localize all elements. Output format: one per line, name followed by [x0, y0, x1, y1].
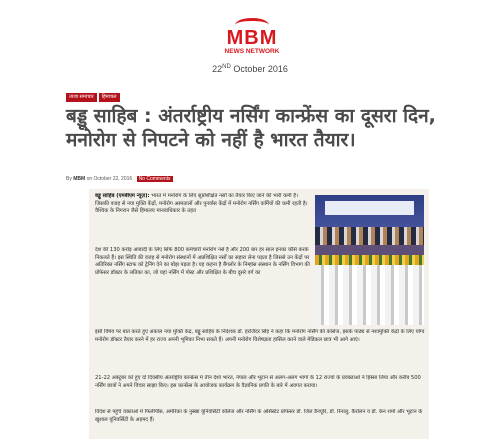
dateline: बड्डू साहिब (एमबीएम न्यूज़):: [95, 193, 150, 199]
byline: [66, 176, 173, 182]
byline-date: on October 22, 2016: [86, 176, 133, 182]
publication-date: [0, 64, 500, 74]
news-clipping-image: [89, 189, 429, 439]
logo-wordmark: MBM: [226, 27, 278, 49]
article-paragraph-1: [95, 193, 311, 231]
audience: [315, 265, 424, 325]
comments-link[interactable]: No Comments: [138, 176, 171, 182]
masthead: [0, 0, 500, 85]
category-badges: [66, 93, 120, 102]
category-badge-himachal[interactable]: हिमाचल: [99, 93, 120, 102]
dignitaries: [315, 227, 424, 245]
category-badge-news[interactable]: ताजा समाचार: [66, 93, 97, 102]
article-paragraph-2: देश की 130 करोड़ आबादी के लिए सिर्फ 800 कर्मचारी मनोरोग नर्स हैं और 200 बार हर साल इनका कौर्स करके निकलते हैं। इस स्थिति की वजह से मनोरोग संस्थानों में अप्रशिक्षित नर्सों का सहारा लेना पड़ता है जिससे उन केंद्रों पर अतिरिक्त नर्सिंग स्टाफ को ट्रेनिंग देने का बोझ पड़ता है। यह कहना है बैंगलोर के निम्हांस संस्थान के नर्सिंग विभाग की प्रोफेसर डॉक्टर के लतिका का, जो यहां नर्सिंग में पोस्ट और प्रशिक्षित के बीच दूसरे वर्ग का: [95, 247, 310, 276]
conference-banner: [325, 201, 414, 215]
article-paragraph-4: 21-22 अक्टूबर को हुए दो दिवसीय अंतर्राष्ट्रीय कान्फ्रेंस में तीन देशों भारत, नेपाल और भूटान से अलग-अलग भागों के 12 राज्यों के प्रवक्ताओं ने हिस्सा लिया और करीब 500 नर्सिंग छात्रों ने अपने विचार साझा किए। इस कान्फ्रेंस के आयोजक कार्यक्रम के वैज्ञानिक प्रगति के बारे में अवगत कराया।: [95, 375, 421, 389]
date-month-year: October 2016: [230, 64, 288, 74]
byline-prefix: By: [66, 176, 72, 182]
article-paragraph-3: इसी विषय पर बात करते हुए अकाल नया मुक्ति केंद्र, बड्डू साहिब के निदेशक डॉ. हरजिंदर सिंह ने कहा कि मनोरोग नर्सिंग की कोर्सेज, इसके पाठ्य से नशामुक्ति केंद्रों के लिए योग्य मनोरोग डॉक्टर तैयार करने में हर राज्य अपनी भूमिका निभा सकते हैं। अपनी मनोरोग विशेषज्ञता हासिल करने वाले मेडिकल छात्र भी आगे आएं।: [95, 329, 425, 343]
conference-photo: [315, 195, 424, 325]
date-day: 22: [212, 64, 223, 74]
flower-decoration: [315, 255, 424, 265]
mbm-logo[interactable]: [221, 28, 283, 58]
paragraph-1-text: भारत में मनोरोग के लिए सुप्रशिक्षित नर्सों का तैयार किए जाने की भारी कमी है। जिसकी वजह से नया मुक्ति केंद्रों, मनोरोग अस्पतालों और पुनर्वास केंद्रों में मनोरोग नर्सिंग कर्मियों की कमी रहती है। वैश्विक के निगरान जैसे हिमालय मानवाधिकार के तहत: [95, 193, 308, 214]
date-suffix: ND: [222, 64, 231, 70]
article-title: बड्डू साहिब : अंतर्राष्ट्रीय नर्सिंग कान्फ्रेंस का दूसरा दिन, मनोरोग से निपटने को नहीं है भारत तैयार।: [66, 105, 436, 151]
article-paragraph-5: विदेश से पहुंचे वक्ताओं में फिलीपींस, अमेरिका के नुस्खा यूनिवर्सिटी कॉलेज और नर्सिंग के असिस्टेंट प्रोफेसर डॉ. जिल डैनयूरि, डॉ. रिनालु, कैरोलन व डॉ. केन शर्मा और भूटान के खुशाल यूनिवर्सिटी के अहमद हैं।: [95, 409, 423, 423]
logo-subtitle: NEWS NETWORK: [224, 48, 280, 55]
byline-author[interactable]: MBM: [73, 176, 86, 182]
